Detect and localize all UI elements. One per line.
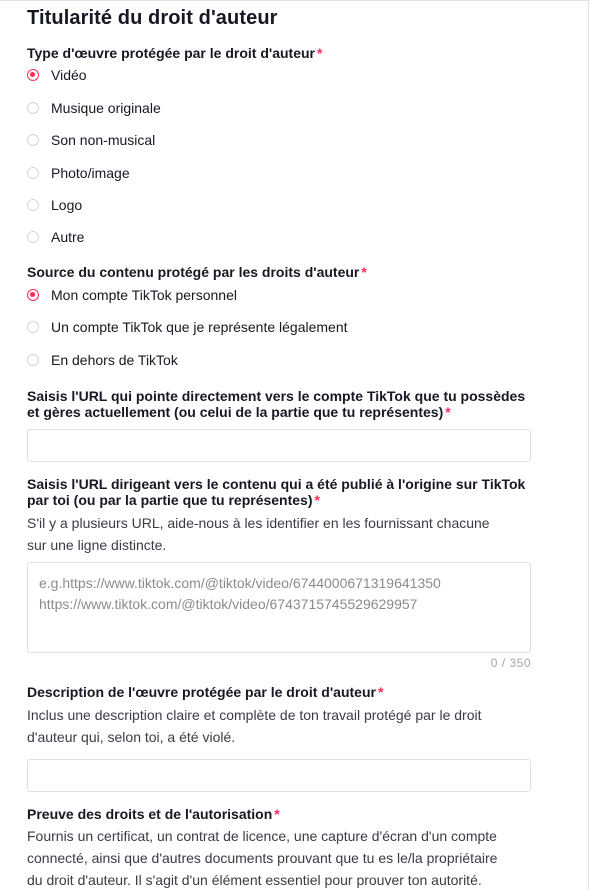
radio-unselected-icon[interactable] bbox=[27, 321, 39, 333]
account-url-label: Saisis l'URL qui pointe directement vers le compte TikTok que tu possèdes et gères actuellement (ou celui de la partie que tu représentes) * bbox=[27, 388, 526, 420]
page-title: Titularité du droit d'auteur bbox=[27, 7, 278, 29]
radio-selected-icon[interactable] bbox=[27, 289, 39, 301]
placeholder-line: https://www.tiktok.com/@tiktok/video/6743715745529629957 bbox=[39, 596, 418, 612]
radio-label: Son non-musical bbox=[51, 132, 156, 148]
radio-label: En dehors de TikTok bbox=[51, 352, 178, 368]
description-input[interactable] bbox=[27, 759, 531, 792]
radio-other[interactable] bbox=[27, 227, 84, 247]
required-mark: * bbox=[361, 264, 367, 280]
radio-represented-tiktok-account[interactable] bbox=[27, 317, 348, 337]
content-url-help: S'il y a plusieurs URL, aide-nous à les identifier en les fournissant chacune sur une ligne distincte. bbox=[27, 515, 490, 553]
radio-selected-icon[interactable] bbox=[27, 69, 39, 81]
radio-unselected-icon[interactable] bbox=[27, 167, 39, 179]
content-url-textarea[interactable] bbox=[27, 562, 531, 653]
top-divider bbox=[0, 0, 590, 1]
account-url-input[interactable] bbox=[27, 429, 531, 462]
required-mark: * bbox=[274, 806, 280, 822]
radio-non-musical-sound[interactable] bbox=[27, 130, 155, 150]
radio-my-tiktok-account[interactable] bbox=[27, 285, 237, 305]
radio-video[interactable] bbox=[27, 65, 87, 85]
radio-label: Mon compte TikTok personnel bbox=[51, 287, 237, 303]
radio-label: Autre bbox=[51, 229, 85, 245]
radio-unselected-icon[interactable] bbox=[27, 102, 39, 114]
description-help: Inclus une description claire et complète de ton travail protégé par le droit d'auteur qui, selon toi, a été violé. bbox=[27, 707, 482, 745]
content-url-label: Saisis l'URL dirigeant vers le contenu qui a été publié à l'origine sur TikTok par toi (ou par la partie que tu représentes) * bbox=[27, 476, 526, 508]
proof-help: Fournis un certificat, un contrat de licence, une capture d'écran d'un compte connecté, ainsi que d'autres documents prouvant que tu es le/la propriétaire du droit d'auteur. Il s'agit d'un élément essentiel pour prouver ton autorité. bbox=[27, 828, 498, 888]
required-mark: * bbox=[377, 684, 384, 700]
radio-original-music[interactable] bbox=[27, 98, 161, 118]
radio-label: Logo bbox=[51, 197, 83, 213]
radio-logo[interactable] bbox=[27, 195, 82, 215]
radio-outside-tiktok[interactable] bbox=[27, 350, 178, 370]
placeholder-line: e.g.https://www.tiktok.com/@tiktok/video/6744000671319641350 bbox=[39, 575, 441, 591]
radio-unselected-icon[interactable] bbox=[27, 134, 39, 146]
required-mark: * bbox=[314, 492, 320, 508]
radio-photo-image[interactable] bbox=[27, 163, 130, 183]
radio-unselected-icon[interactable] bbox=[27, 199, 39, 211]
character-counter: 0 / 350 bbox=[490, 656, 531, 670]
work-type-label: Type d'œuvre protégée par le droit d'auteur * bbox=[27, 45, 323, 61]
content-source-label: Source du contenu protégé par les droits d'auteur * bbox=[27, 264, 367, 280]
radio-unselected-icon[interactable] bbox=[27, 354, 39, 366]
radio-label: Photo/image bbox=[51, 165, 130, 181]
right-divider bbox=[588, 0, 589, 890]
required-mark: * bbox=[445, 404, 451, 420]
required-mark: * bbox=[317, 45, 323, 61]
proof-label: Preuve des droits et de l'autorisation * bbox=[27, 806, 280, 822]
radio-label: Un compte TikTok que je représente légalement bbox=[51, 319, 348, 335]
description-label: Description de l'œuvre protégée par le droit d'auteur * bbox=[27, 684, 384, 700]
radio-unselected-icon[interactable] bbox=[27, 231, 39, 243]
radio-label: Musique originale bbox=[51, 100, 161, 116]
radio-label: Vidéo bbox=[51, 67, 87, 83]
